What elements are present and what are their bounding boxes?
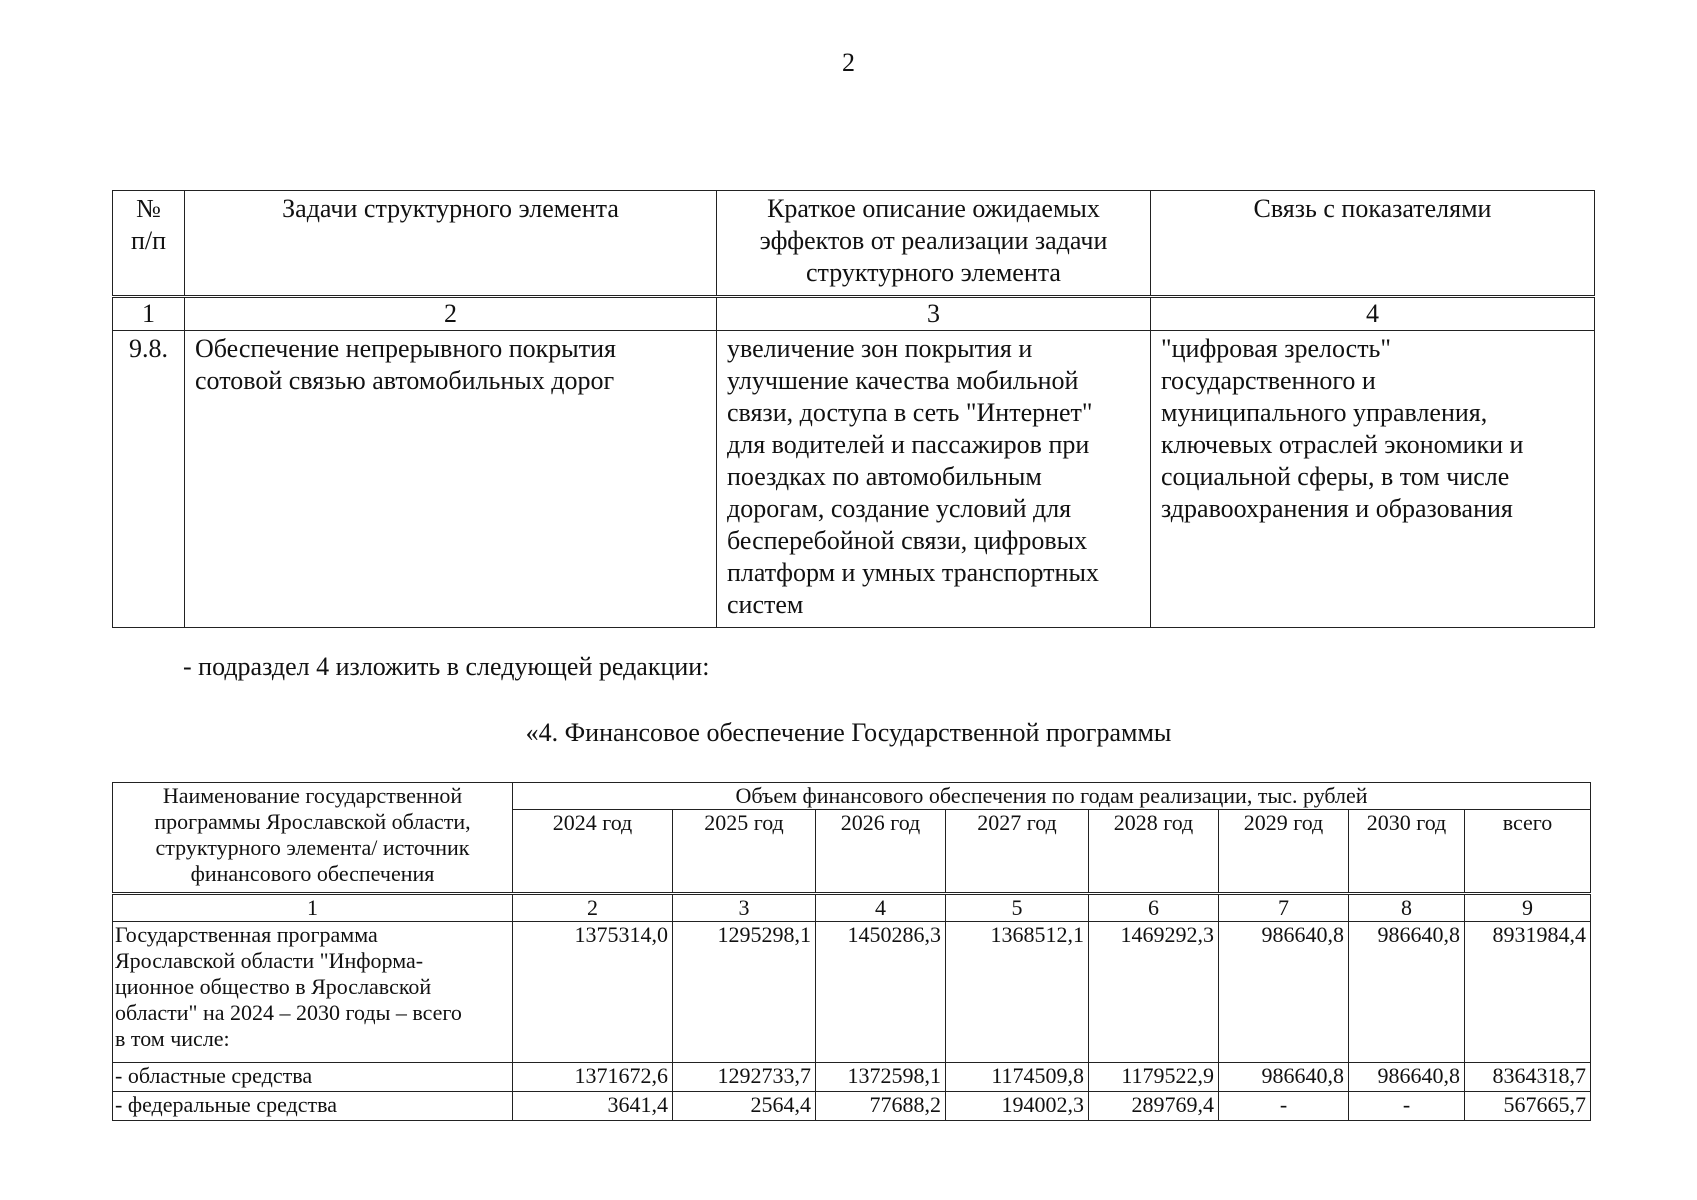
value-cell: 1375314,0 (513, 922, 673, 1063)
value-cell: - (1349, 1092, 1465, 1121)
col-number: 1 (113, 297, 185, 331)
row-indicators: "цифровая зрелость" государственного и муниципального управления, ключевых отраслей экономики и социальной сферы, в том числе здравоохранения и образования (1151, 331, 1595, 628)
value-cell: 986640,8 (1349, 1063, 1465, 1092)
financing-table (112, 782, 1591, 1121)
value-cell: 2564,4 (673, 1092, 816, 1121)
year-header: 2029 год (1219, 810, 1349, 894)
header-tasks: Задачи структурного элемента (185, 191, 717, 297)
col-number: 4 (1151, 297, 1595, 331)
value-cell: 1295298,1 (673, 922, 816, 1063)
value-cell: 8364318,7 (1465, 1063, 1591, 1092)
year-header: 2030 год (1349, 810, 1465, 894)
row-task: Обеспечение непрерывного покрытия сотовой связью автомобильных дорог (185, 331, 717, 628)
header-financing-volume: Объем финансового обеспечения по годам реализации, тыс. рублей (513, 783, 1591, 810)
col-number: 9 (1465, 894, 1591, 922)
year-header: 2026 год (816, 810, 946, 894)
value-cell: 567665,7 (1465, 1092, 1591, 1121)
col-number: 1 (113, 894, 513, 922)
year-header: 2025 год (673, 810, 816, 894)
col-number: 5 (946, 894, 1089, 922)
year-header: 2028 год (1089, 810, 1219, 894)
value-cell: 1368512,1 (946, 922, 1089, 1063)
year-header: 2024 год (513, 810, 673, 894)
col-number: 2 (185, 297, 717, 331)
financing-column-numbers (113, 894, 1591, 922)
header-program-name: Наименование государственной программы Ярославской области, структурного элемента/ источник финансового обеспечения (113, 783, 513, 894)
col-number: 8 (1349, 894, 1465, 922)
tasks-table-column-numbers (113, 297, 1595, 331)
col-number: 4 (816, 894, 946, 922)
row-number: 9.8. (113, 331, 185, 628)
value-cell: 289769,4 (1089, 1092, 1219, 1121)
year-header: 2027 год (946, 810, 1089, 894)
value-cell: 3641,4 (513, 1092, 673, 1121)
page-number: 2 (842, 48, 855, 77)
value-cell: 1174509,8 (946, 1063, 1089, 1092)
value-cell: 1372598,1 (816, 1063, 946, 1092)
tasks-table (112, 190, 1595, 628)
value-cell: 1292733,7 (673, 1063, 816, 1092)
header-indicators: Связь с показателями (1151, 191, 1595, 297)
value-cell: 8931984,4 (1465, 922, 1591, 1063)
total-header: всего (1465, 810, 1591, 894)
value-cell: 1469292,3 (1089, 922, 1219, 1063)
col-number: 7 (1219, 894, 1349, 922)
row-effects: увеличение зон покрытия и улучшение качества мобильной связи, доступа в сеть "Интернет" для водителей и пассажиров при поездках по автомобильным дорогам, создание условий для бесперебойной связи, цифровых платформ и умных транспортных систем (717, 331, 1151, 628)
col-number: 2 (513, 894, 673, 922)
header-number: № п/п (113, 191, 185, 297)
tasks-table-header (113, 191, 1595, 297)
value-cell: 194002,3 (946, 1092, 1089, 1121)
value-cell: 986640,8 (1219, 922, 1349, 1063)
value-cell: - (1219, 1092, 1349, 1121)
col-number: 3 (717, 297, 1151, 331)
table-row (113, 331, 1595, 628)
table-row (113, 1063, 1591, 1092)
value-cell: 1179522,9 (1089, 1063, 1219, 1092)
row-name: - областные средства (113, 1063, 513, 1092)
value-cell: 1450286,3 (816, 922, 946, 1063)
amendment-paragraph: - подраздел 4 изложить в следующей редакции: (183, 652, 710, 681)
value-cell: 986640,8 (1219, 1063, 1349, 1092)
value-cell: 77688,2 (816, 1092, 946, 1121)
col-number: 3 (673, 894, 816, 922)
col-number: 6 (1089, 894, 1219, 922)
row-name: Государственная программа Ярославской области "Информа- ционное общество в Ярославской области" на 2024 – 2030 годы – всего в том числе: (113, 922, 513, 1063)
table-row (113, 1092, 1591, 1121)
value-cell: 1371672,6 (513, 1063, 673, 1092)
header-effects: Краткое описание ожидаемых эффектов от реализации задачи структурного элемента (717, 191, 1151, 297)
table-row (113, 922, 1591, 1063)
value-cell: 986640,8 (1349, 922, 1465, 1063)
section-heading: «4. Финансовое обеспечение Государственной программы (525, 718, 1172, 747)
row-name: - федеральные средства (113, 1092, 513, 1121)
